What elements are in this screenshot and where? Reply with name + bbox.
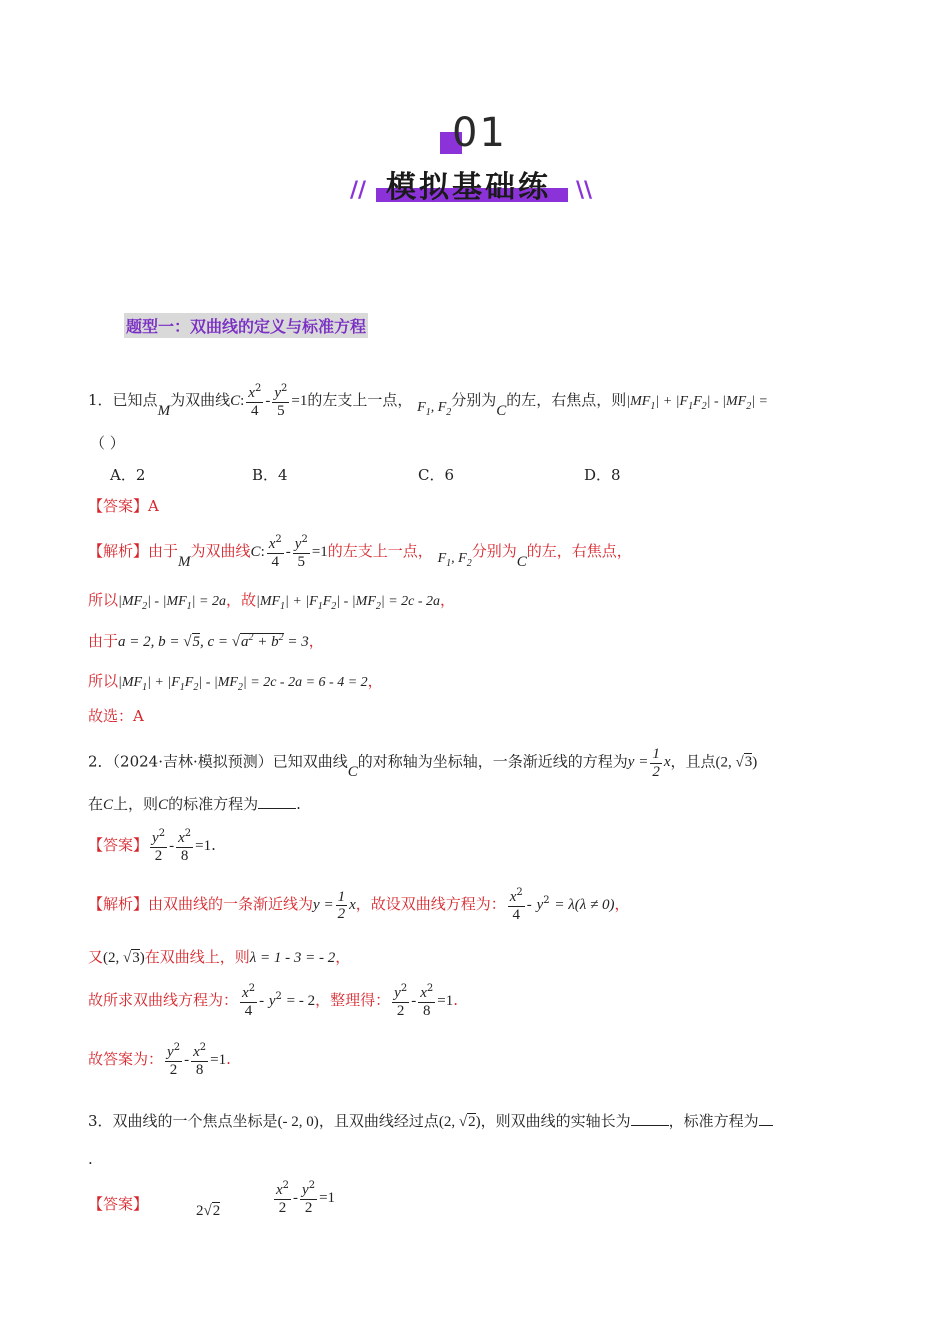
q1-frac-x: $\frac{x^2}{4}$ xyxy=(248,383,262,419)
q3-number: 3． xyxy=(88,1112,113,1130)
q3-point: (2, √2) xyxy=(438,1114,481,1130)
q2-s5-eq-2: $\frac{y^2}{2}$ - $\frac{x^2}{8}$ =1 xyxy=(394,983,454,1019)
q2-s6-eq: $\frac{y^2}{2}$ - $\frac{x^2}{8}$ =1 xyxy=(167,1042,227,1078)
q2-text-2: ，且点 xyxy=(670,752,716,771)
q1-number: 1． xyxy=(88,391,113,409)
q1-analysis-line-3 xyxy=(88,630,324,651)
q1-l2-expr-2: $|MF_1| + |F_1F_2| - |MF_2| = 2c - 2a$ xyxy=(255,594,441,612)
q1-option-a: A．2 xyxy=(110,466,146,484)
q2-stem-line-2 xyxy=(88,793,301,814)
q1-curve-c: C xyxy=(230,393,241,409)
q1-expression: $|MF_1| + |F_1F_2| - |MF_2|$ = xyxy=(626,394,768,412)
q3-text-3: ，则双曲线的实轴长为 xyxy=(480,1112,631,1130)
q1-l2-expr-1: $|MF_2| - |MF_1| = 2a$ xyxy=(118,594,226,612)
q1-a-curve-2: C xyxy=(516,554,527,570)
q2-analysis-line-3 xyxy=(88,983,458,1019)
q2-source: （2024·吉林·模拟预测）已知双曲线 xyxy=(112,752,348,771)
answer-tag: 【答案】 xyxy=(88,497,149,515)
q3-text-1: 双曲线的一个焦点坐标是 xyxy=(112,1112,278,1130)
q1-text-1: 已知点 xyxy=(112,391,158,409)
q1-text-2: 为双曲线 xyxy=(170,391,231,409)
q1-text-3: 的左支上一点， xyxy=(307,391,413,409)
q2-number: 2． xyxy=(88,752,113,771)
q1-answer-value: A xyxy=(148,497,159,515)
q2-text-1: 的对称轴为坐标轴，一条渐近线的方程为 xyxy=(357,752,628,771)
q1-analysis-line-2 xyxy=(88,589,455,612)
q1-a-curve: C xyxy=(250,544,261,560)
q1-a-text-1: 由于 xyxy=(148,542,179,560)
q1-l3-comma: ， xyxy=(308,632,324,650)
q2-period: . xyxy=(296,795,301,813)
q3-period: . xyxy=(88,1150,93,1168)
q1-paren: （ ） xyxy=(90,434,125,452)
q3-blank-1 xyxy=(631,1113,669,1126)
q2-s5c: . xyxy=(453,991,458,1009)
q1-option-c: C．6 xyxy=(418,466,455,484)
q2-curve-c3: C xyxy=(158,797,169,813)
q1-l3-expr: a = 2, b = √5, $c = √a^2 + b^2 = 3$ xyxy=(118,632,309,650)
chapter-title: 模拟基础练 xyxy=(386,170,551,205)
section-title: 题型一：双曲线的定义与标准方程 xyxy=(124,313,368,338)
q2-analysis-line-4 xyxy=(88,1042,231,1078)
q1-a-foci: $F_1$, $F_2$ xyxy=(437,551,472,569)
q2-answer-frac-y: $\frac{y^2}{2}$ xyxy=(152,828,166,864)
q1-conclusion: 故选：A xyxy=(88,707,144,725)
q3-stem-line-1 xyxy=(88,1110,773,1131)
q1-l2-text-2: ，故 xyxy=(225,591,256,609)
q2-stem-line-1 xyxy=(88,746,757,780)
q2-s4a: 又 xyxy=(88,948,104,966)
q2-s3: ， xyxy=(614,895,630,913)
q2-text-4: 上，则 xyxy=(113,795,159,813)
q3-text-2: ，且双曲线经过点 xyxy=(318,1112,439,1130)
q2-s4b: 在双曲线上，则 xyxy=(144,948,250,966)
q1-colon: : xyxy=(240,393,245,409)
q1-frac-y: $\frac{y^2}{5}$ xyxy=(274,383,288,419)
q2-text-5: 的标准方程为 xyxy=(168,795,259,813)
q1-text-4: 分别为 xyxy=(451,391,497,409)
q2-analysis-line-1 xyxy=(88,887,630,923)
q3-focus: (- 2, 0) xyxy=(277,1114,319,1130)
q2-curve-c: C xyxy=(347,764,358,781)
q2-analysis-line-2 xyxy=(88,946,350,967)
q2-point: (2, √3) xyxy=(715,754,758,771)
q3-answer-tag: 【答案】 xyxy=(88,1195,149,1213)
chapter-number: 01 xyxy=(452,110,507,156)
q3-answer-1: 2√2 xyxy=(196,1203,221,1219)
q1-text-5: 的左，右焦点，则 xyxy=(506,391,627,409)
q1-l4-text: 所以 xyxy=(88,672,119,690)
q1-minus: - xyxy=(265,393,271,409)
q1-a-text-5: 的左，右焦点， xyxy=(526,542,632,560)
q2-s5b: ，整理得： xyxy=(315,991,391,1009)
q2-s6a: 故答案为： xyxy=(88,1050,164,1068)
right-slash-decoration: \\ xyxy=(576,178,593,203)
q2-s5a: 故所求双曲线方程为： xyxy=(88,991,239,1009)
q2-s4d: ， xyxy=(335,948,351,966)
q1-analysis-line-1: 【解析】由于M为双曲线C: $\frac{x^2}{4}$ - $\frac{y^2}{5}$ =1的左支上一点， $F_1$, $F_2$分别为C的左，右焦点， xyxy=(88,534,632,570)
q1-l3-text: 由于 xyxy=(88,632,119,650)
q3-answer-2: $\frac{x^2}{2}$ - $\frac{y^2}{2}$ =1 xyxy=(276,1180,336,1216)
q1-answer xyxy=(88,495,159,516)
q1-l2-text: 所以 xyxy=(88,591,119,609)
q1-eq: =1 xyxy=(291,393,308,409)
q1-l4-comma: ， xyxy=(367,672,383,690)
q2-answer-period: . xyxy=(211,836,216,854)
q3-blank-2 xyxy=(759,1113,773,1126)
q1-option-d: D．8 xyxy=(584,466,621,484)
q2-s4-lambda: λ = 1 - 3 = - 2 xyxy=(249,950,336,966)
q1-analysis-line-4 xyxy=(88,670,383,693)
q1-a-frac-x: $\frac{x^2}{4}$ xyxy=(268,534,282,570)
q1-option-b: B．4 xyxy=(252,466,288,484)
q2-s2: ，故设双曲线方程为： xyxy=(355,895,506,913)
q2-answer: 【答案】 $\frac{y^2}{2}$ - $\frac{x^2}{8}$ =1. xyxy=(88,828,216,864)
left-slash-decoration: // xyxy=(350,178,367,203)
q2-blank xyxy=(258,796,296,809)
q1-a-frac-y: $\frac{y^2}{5}$ xyxy=(294,534,308,570)
q1-a-text-2: 为双曲线 xyxy=(190,542,251,560)
q1-l4-expr: $|MF_1| + |F_1F_2| - |MF_2| = 2c - 2a = 6 - 4 = 2$ xyxy=(118,675,368,693)
q1-point-m: M xyxy=(157,403,171,419)
q1-stem-line xyxy=(88,383,768,419)
q2-s4-point: (2, √3) xyxy=(103,950,145,966)
q1-curve-c2: C xyxy=(496,403,507,419)
q1-a-point-m: M xyxy=(178,554,191,570)
q2-curve-c2: C xyxy=(103,797,114,813)
q2-s6b: . xyxy=(226,1050,231,1068)
q2-s1: 由双曲线的一条渐近线为 xyxy=(148,895,314,913)
q2-text-3: 在 xyxy=(88,795,104,813)
q2-s-asymptote: y = $\frac{1}{2}$ x xyxy=(313,888,356,923)
q1-a-text-4: 分别为 xyxy=(471,542,517,560)
q1-a-text-3: 的左支上一点， xyxy=(327,542,433,560)
q2-answer-frac-x: $\frac{x^2}{8}$ xyxy=(178,828,192,864)
q2-s-family: $\frac{x^2}{4}$ - $y^2 = \lambda(\lambda \ne 0)$ xyxy=(509,887,615,923)
answer-tag: 【答案】 xyxy=(88,836,149,854)
q1-foci: $F_1$, $F_2$ xyxy=(417,400,452,418)
analysis-tag: 【解析】 xyxy=(88,542,149,560)
q1-l2-comma: ， xyxy=(440,591,456,609)
q2-s5-eq-1: $\frac{x^2}{4}$ - $y^2$ = - 2 xyxy=(242,983,316,1019)
q2-asymptote: y = $\frac{1}{2}$ x xyxy=(627,746,671,780)
q3-text-4: ，标准方程为 xyxy=(668,1112,759,1130)
analysis-tag: 【解析】 xyxy=(88,895,149,913)
